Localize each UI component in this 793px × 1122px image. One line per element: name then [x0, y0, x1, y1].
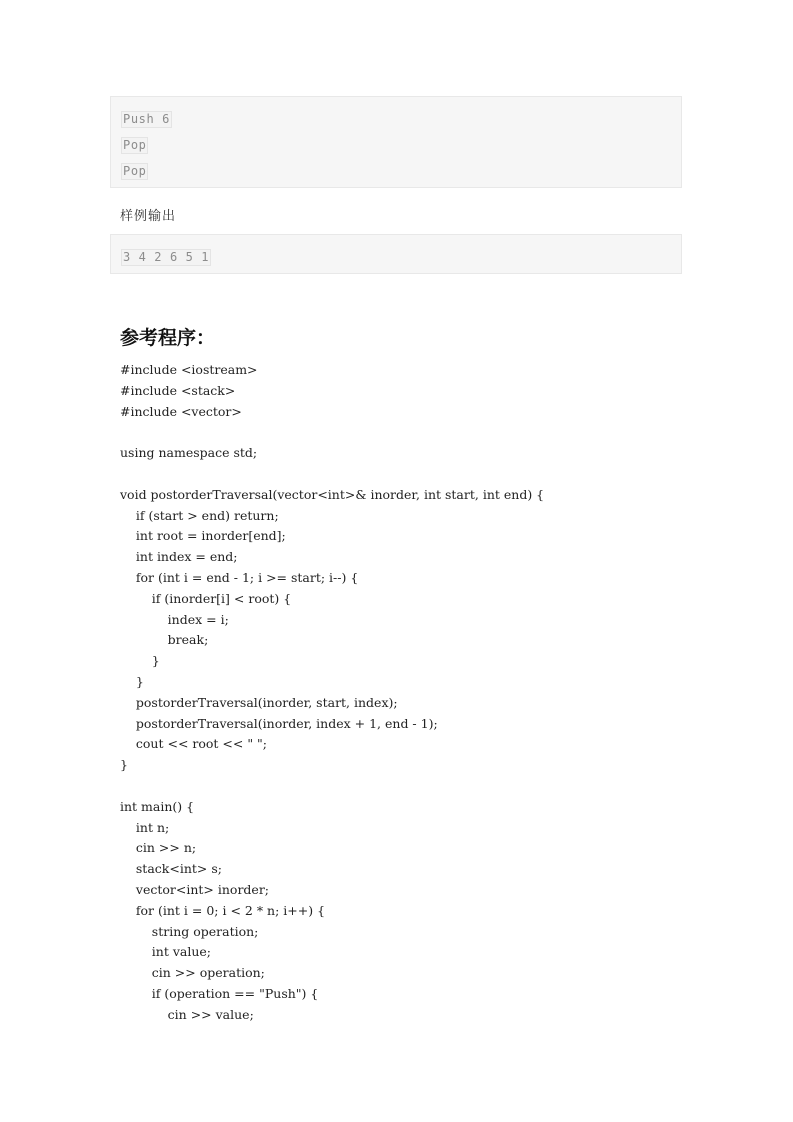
code-line: cin >> operation; [120, 965, 265, 981]
code-line: postorderTraversal(inorder, index + 1, end - 1); [120, 715, 438, 731]
sample-output-block [110, 234, 682, 274]
code-line: int n; [120, 819, 170, 835]
code-line: int main() { [120, 798, 195, 814]
code-line: break; [120, 632, 209, 648]
sample-output-label: 样例输出 [120, 209, 177, 224]
code-line: #include <stack> [120, 382, 236, 398]
sample-output-code: 3 4 2 6 5 1 [123, 250, 210, 264]
code-line [120, 464, 544, 485]
code-line: } [120, 673, 144, 689]
code-line: if (start > end) return; [120, 507, 279, 523]
sample-input-line [121, 108, 681, 134]
sample-input-line [121, 134, 681, 160]
code-line: cin >> n; [120, 840, 197, 856]
sample-input-code: Pop [123, 138, 147, 152]
code-line: for (int i = 0; i < 2 * n; i++) { [120, 902, 326, 918]
code-line: void postorderTraversal(vector<int>& inorder, int start, int end) { [120, 486, 545, 502]
reference-program-code [120, 360, 544, 1026]
code-line: int value; [120, 944, 212, 960]
code-line: for (int i = end - 1; i >= start; i--) { [120, 569, 359, 585]
code-line [120, 422, 544, 443]
code-line: using namespace std; [120, 445, 258, 461]
sample-input-code: Push 6 [123, 112, 170, 126]
code-line: stack<int> s; [120, 861, 222, 877]
sample-input-code: Pop [123, 164, 147, 178]
code-line: #include <iostream> [120, 362, 258, 377]
code-line: #include <vector> [120, 403, 242, 419]
code-line: string operation; [120, 923, 259, 939]
sample-input-line [121, 160, 681, 186]
code-line: } [120, 757, 128, 773]
code-line: if (operation == "Push") { [120, 985, 319, 1001]
code-line: cout << root << " "; [120, 736, 268, 752]
code-line: postorderTraversal(inorder, start, index); [120, 694, 398, 710]
code-line: cin >> value; [120, 1006, 254, 1022]
code-line: if (inorder[i] < root) { [120, 590, 292, 606]
code-line: index = i; [120, 611, 229, 627]
code-line [120, 776, 544, 797]
code-line: int index = end; [120, 549, 238, 565]
sample-input-block [110, 96, 682, 188]
code-line: } [120, 653, 160, 669]
code-line: vector<int> inorder; [120, 881, 270, 897]
reference-program-heading: 参考程序： [120, 327, 216, 349]
code-line: int root = inorder[end]; [120, 528, 286, 544]
